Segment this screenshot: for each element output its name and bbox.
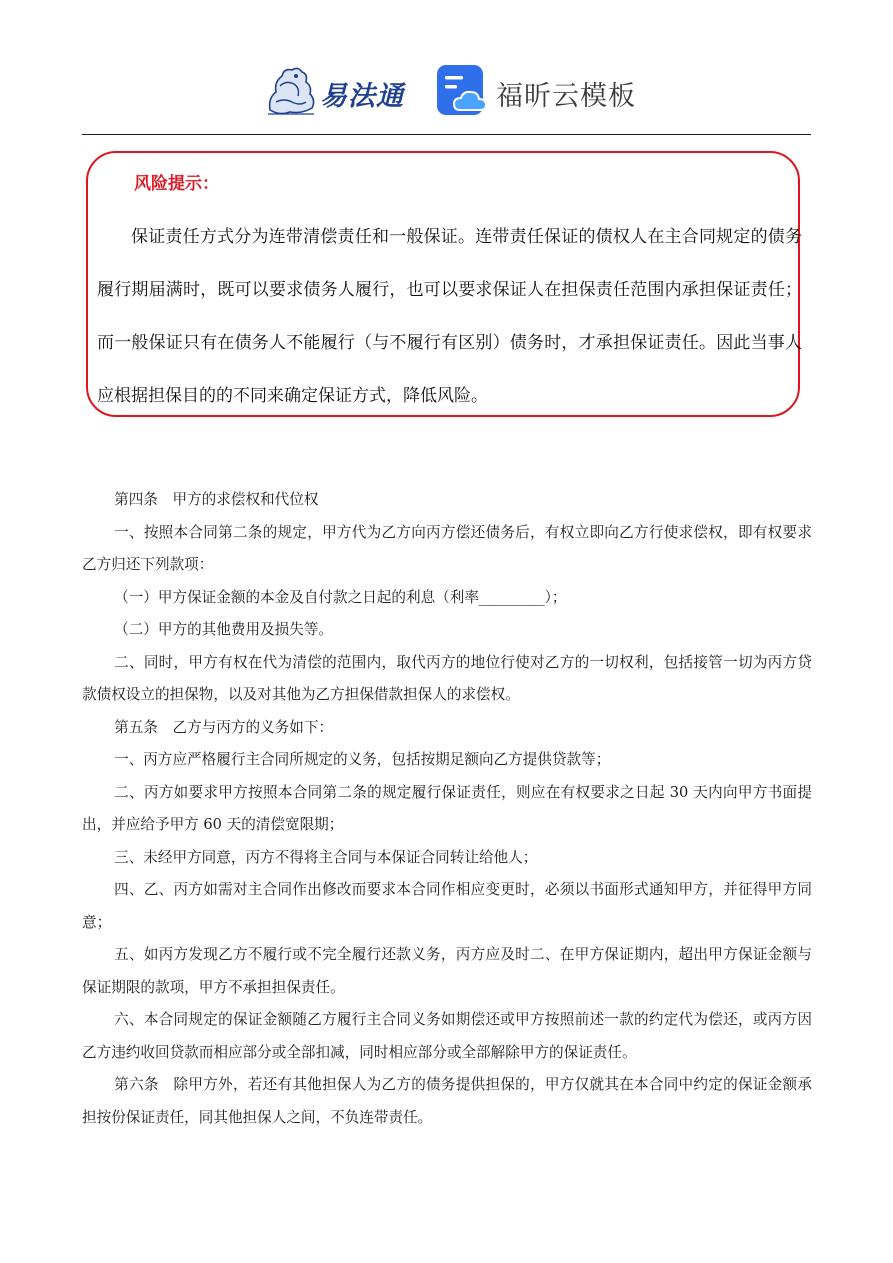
yifatong-logo-text: 易法通 <box>320 81 404 112</box>
article-4-clause-1: 一、按照本合同第二条的规定，甲方代为乙方向丙方偿还债务后，有权立即向乙方行使求偿权，即有权要求乙方归还下列款项： <box>82 523 812 573</box>
article-5-heading: 第五条 乙方与丙方的义务如下： <box>114 718 334 736</box>
article-6: 第六条 除甲方外，若还有其他担保人为乙方的债务提供担保的，甲方仅就其在本合同中约定的保证金额承担按份保证责任，同其他担保人之间，不负连带责任。 <box>82 1076 812 1126</box>
risk-notice-box <box>86 151 800 417</box>
article-4-heading: 第四条 甲方的求偿权和代位权 <box>114 491 319 508</box>
fuxin-logo <box>436 64 636 116</box>
article-4-item-2: （二）甲方的其他费用及损失等。 <box>114 621 334 638</box>
header-divider <box>82 134 811 135</box>
article-4-clause-2: 二、同时，甲方有权在代为清偿的范围内，取代丙方的地位行使对乙方的一切权利，包括接管一切为丙方贷款债权设立的担保物，以及对其他为乙方担保借款担保人的求偿权。 <box>82 653 812 703</box>
article-5-clause-1: 一、丙方应严格履行主合同所规定的义务，包括按期足额向乙方提供贷款等； <box>114 751 611 768</box>
fuxin-logo-text: 福昕云模板 <box>496 81 636 112</box>
page-header <box>0 58 893 122</box>
article-5-clause-3: 三、未经甲方同意，丙方不得将主合同与本保证合同转让给他人； <box>114 848 538 866</box>
article-5-clause-4: 四、乙、丙方如需对主合同作出修改而要求本合同作相应变更时，必须以书面形式通知甲方，并征得甲方同意； <box>82 881 812 931</box>
article-5-clause-6: 六、本合同规定的保证金额随乙方履行主合同义务如期偿还或甲方按照前述一款的约定代为偿还，或丙方因乙方违约收回贷款而相应部分或全部扣减，同时相应部分或全部解除甲方的保证责任。 <box>82 1011 812 1061</box>
risk-notice-body: 保证责任方式分为连带清偿责任和一般保证。连带责任保证的债权人在主合同规定的债务履行期届满时，既可以要求债务人履行，也可以要求保证人在担保责任范围内承担保证责任；而一般保证只有在债务人不能履行（与不履行有区别）债务时，才承担保证责任。因此当事人应根据担保目的的不同来确定保证方式，降低风险。 <box>97 227 802 406</box>
article-5-clause-5: 五、如丙方发现乙方不履行或不完全履行还款义务，丙方应及时二、在甲方保证期内，超出甲方保证金额与保证期限的款项，甲方不承担担保责任。 <box>82 946 812 996</box>
cloud-document-icon <box>436 64 488 116</box>
qilin-icon <box>262 62 322 118</box>
article-4-item-1: （一）甲方保证金额的本金及自付款之日起的利息（利率_________）； <box>114 588 567 606</box>
contract-body <box>82 484 812 1134</box>
article-5-clause-2: 二、丙方如要求甲方按照本合同第二条的规定履行保证责任，则应在有权要求之日起 30 天内向甲方书面提出，并应给予甲方 60 天的清偿宽限期； <box>82 783 812 833</box>
yifatong-logo <box>262 62 412 118</box>
risk-notice-title: 风险提示： <box>134 174 219 194</box>
